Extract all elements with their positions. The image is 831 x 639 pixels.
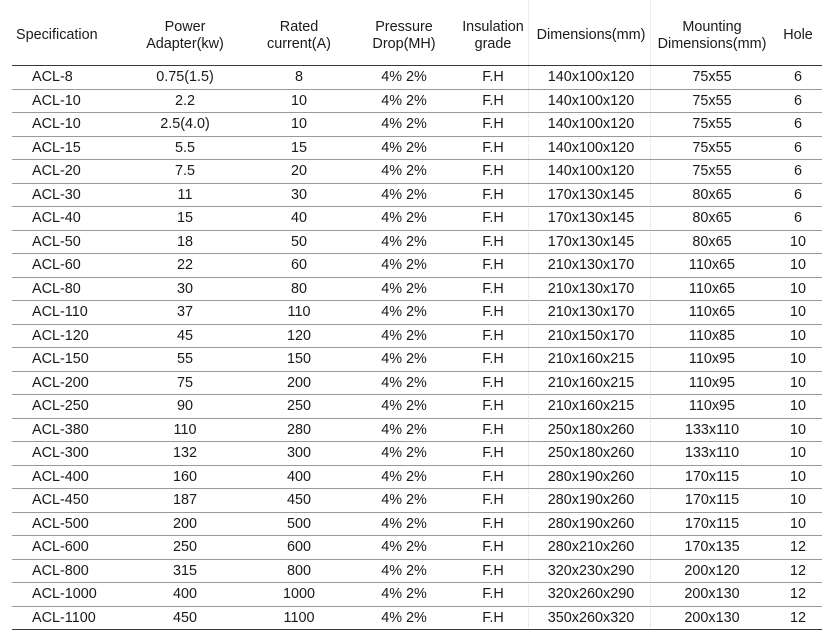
cell-rated-current: 800 — [244, 559, 354, 583]
cell-pressure-drop: 4% 2% — [354, 536, 454, 560]
cell-mounting-dimensions: 200x120 — [650, 559, 774, 583]
cell-rated-current: 400 — [244, 465, 354, 489]
cell-specification: ACL-400 — [12, 465, 126, 489]
cell-pressure-drop: 4% 2% — [354, 512, 454, 536]
cell-power-adapter: 0.75(1.5) — [126, 66, 244, 90]
table-row — [12, 136, 822, 160]
cell-specification: ACL-15 — [12, 136, 126, 160]
cell-specification: ACL-40 — [12, 207, 126, 231]
cell-mounting-dimensions: 80x65 — [650, 183, 774, 207]
cell-mounting-dimensions: 200x130 — [650, 583, 774, 607]
header-pressure-drop: Pressure Drop(MH) — [354, 6, 454, 66]
cell-pressure-drop: 4% 2% — [354, 136, 454, 160]
cell-rated-current: 250 — [244, 395, 354, 419]
cell-pressure-drop: 4% 2% — [354, 160, 454, 184]
table-row — [12, 489, 822, 513]
cell-rated-current: 450 — [244, 489, 354, 513]
cell-specification: ACL-200 — [12, 371, 126, 395]
table-row — [12, 160, 822, 184]
cell-insulation-grade: F.H — [454, 583, 532, 607]
cell-specification: ACL-80 — [12, 277, 126, 301]
cell-mounting-dimensions: 133x110 — [650, 418, 774, 442]
cell-hole: 12 — [774, 583, 822, 607]
cell-insulation-grade: F.H — [454, 183, 532, 207]
cell-pressure-drop: 4% 2% — [354, 418, 454, 442]
cell-insulation-grade: F.H — [454, 230, 532, 254]
cell-mounting-dimensions: 75x55 — [650, 89, 774, 113]
cell-power-adapter: 37 — [126, 301, 244, 325]
cell-power-adapter: 45 — [126, 324, 244, 348]
header-specification: Specification — [12, 6, 126, 66]
cell-power-adapter: 200 — [126, 512, 244, 536]
cell-dimensions: 350x260x320 — [532, 606, 650, 630]
cell-power-adapter: 7.5 — [126, 160, 244, 184]
cell-specification: ACL-250 — [12, 395, 126, 419]
cell-power-adapter: 75 — [126, 371, 244, 395]
cell-insulation-grade: F.H — [454, 489, 532, 513]
cell-mounting-dimensions: 110x65 — [650, 277, 774, 301]
cell-hole: 6 — [774, 66, 822, 90]
cell-power-adapter: 11 — [126, 183, 244, 207]
cell-power-adapter: 110 — [126, 418, 244, 442]
header-row — [12, 6, 822, 66]
cell-mounting-dimensions: 75x55 — [650, 113, 774, 137]
cell-power-adapter: 315 — [126, 559, 244, 583]
cell-rated-current: 10 — [244, 89, 354, 113]
cell-specification: ACL-10 — [12, 113, 126, 137]
cell-specification: ACL-120 — [12, 324, 126, 348]
cell-pressure-drop: 4% 2% — [354, 489, 454, 513]
cell-specification: ACL-380 — [12, 418, 126, 442]
cell-specification: ACL-500 — [12, 512, 126, 536]
cell-pressure-drop: 4% 2% — [354, 583, 454, 607]
cell-pressure-drop: 4% 2% — [354, 230, 454, 254]
cell-dimensions: 170x130x145 — [532, 183, 650, 207]
cell-insulation-grade: F.H — [454, 160, 532, 184]
cell-insulation-grade: F.H — [454, 113, 532, 137]
cell-pressure-drop: 4% 2% — [354, 324, 454, 348]
cell-pressure-drop: 4% 2% — [354, 66, 454, 90]
table-row — [12, 301, 822, 325]
cell-specification: ACL-8 — [12, 66, 126, 90]
cell-mounting-dimensions: 75x55 — [650, 66, 774, 90]
cell-hole: 10 — [774, 418, 822, 442]
cell-mounting-dimensions: 110x95 — [650, 395, 774, 419]
cell-specification: ACL-300 — [12, 442, 126, 466]
cell-pressure-drop: 4% 2% — [354, 606, 454, 630]
cell-dimensions: 170x130x145 — [532, 207, 650, 231]
cell-hole: 10 — [774, 512, 822, 536]
table-row — [12, 277, 822, 301]
cell-rated-current: 1100 — [244, 606, 354, 630]
cell-rated-current: 60 — [244, 254, 354, 278]
cell-rated-current: 15 — [244, 136, 354, 160]
cell-rated-current: 200 — [244, 371, 354, 395]
cell-insulation-grade: F.H — [454, 418, 532, 442]
table-header — [12, 6, 822, 66]
table-row — [12, 418, 822, 442]
table-row — [12, 230, 822, 254]
header-rated-current: Rated current(A) — [244, 6, 354, 66]
cell-dimensions: 210x130x170 — [532, 301, 650, 325]
table-row — [12, 606, 822, 630]
table-row — [12, 348, 822, 372]
cell-dimensions: 140x100x120 — [532, 66, 650, 90]
cell-dimensions: 140x100x120 — [532, 160, 650, 184]
table-row — [12, 395, 822, 419]
cell-insulation-grade: F.H — [454, 442, 532, 466]
cell-power-adapter: 5.5 — [126, 136, 244, 160]
cell-mounting-dimensions: 110x85 — [650, 324, 774, 348]
cell-hole: 10 — [774, 489, 822, 513]
cell-dimensions: 210x160x215 — [532, 395, 650, 419]
cell-insulation-grade: F.H — [454, 606, 532, 630]
cell-hole: 10 — [774, 230, 822, 254]
cell-power-adapter: 187 — [126, 489, 244, 513]
cell-mounting-dimensions: 170x115 — [650, 489, 774, 513]
cell-pressure-drop: 4% 2% — [354, 89, 454, 113]
cell-insulation-grade: F.H — [454, 536, 532, 560]
cell-insulation-grade: F.H — [454, 324, 532, 348]
cell-pressure-drop: 4% 2% — [354, 442, 454, 466]
cell-dimensions: 210x150x170 — [532, 324, 650, 348]
cell-power-adapter: 132 — [126, 442, 244, 466]
cell-rated-current: 10 — [244, 113, 354, 137]
cell-specification: ACL-30 — [12, 183, 126, 207]
table-row — [12, 254, 822, 278]
cell-rated-current: 280 — [244, 418, 354, 442]
header-hole: Hole — [774, 6, 822, 66]
cell-specification: ACL-150 — [12, 348, 126, 372]
cell-rated-current: 50 — [244, 230, 354, 254]
cell-insulation-grade: F.H — [454, 254, 532, 278]
cell-insulation-grade: F.H — [454, 512, 532, 536]
cell-dimensions: 210x130x170 — [532, 277, 650, 301]
cell-hole: 10 — [774, 301, 822, 325]
cell-mounting-dimensions: 110x65 — [650, 301, 774, 325]
cell-insulation-grade: F.H — [454, 89, 532, 113]
table-row — [12, 559, 822, 583]
cell-dimensions: 250x180x260 — [532, 442, 650, 466]
cell-rated-current: 150 — [244, 348, 354, 372]
table-body — [12, 66, 822, 630]
cell-rated-current: 30 — [244, 183, 354, 207]
cell-rated-current: 110 — [244, 301, 354, 325]
cell-dimensions: 320x260x290 — [532, 583, 650, 607]
cell-mounting-dimensions: 200x130 — [650, 606, 774, 630]
cell-insulation-grade: F.H — [454, 465, 532, 489]
cell-hole: 10 — [774, 324, 822, 348]
cell-hole: 10 — [774, 465, 822, 489]
cell-pressure-drop: 4% 2% — [354, 207, 454, 231]
cell-specification: ACL-110 — [12, 301, 126, 325]
table-row — [12, 89, 822, 113]
cell-rated-current: 80 — [244, 277, 354, 301]
table-row — [12, 371, 822, 395]
cell-pressure-drop: 4% 2% — [354, 371, 454, 395]
cell-insulation-grade: F.H — [454, 559, 532, 583]
cell-dimensions: 170x130x145 — [532, 230, 650, 254]
cell-power-adapter: 18 — [126, 230, 244, 254]
cell-power-adapter: 15 — [126, 207, 244, 231]
cell-specification: ACL-10 — [12, 89, 126, 113]
table-row — [12, 324, 822, 348]
cell-power-adapter: 2.5(4.0) — [126, 113, 244, 137]
cell-rated-current: 600 — [244, 536, 354, 560]
cell-pressure-drop: 4% 2% — [354, 183, 454, 207]
cell-hole: 10 — [774, 395, 822, 419]
cell-power-adapter: 160 — [126, 465, 244, 489]
cell-rated-current: 8 — [244, 66, 354, 90]
cell-pressure-drop: 4% 2% — [354, 395, 454, 419]
cell-mounting-dimensions: 75x55 — [650, 160, 774, 184]
cell-rated-current: 1000 — [244, 583, 354, 607]
cell-dimensions: 280x190x260 — [532, 465, 650, 489]
cell-pressure-drop: 4% 2% — [354, 559, 454, 583]
specification-table — [12, 6, 822, 630]
cell-power-adapter: 400 — [126, 583, 244, 607]
cell-hole: 6 — [774, 183, 822, 207]
cell-power-adapter: 450 — [126, 606, 244, 630]
cell-dimensions: 280x210x260 — [532, 536, 650, 560]
cell-insulation-grade: F.H — [454, 348, 532, 372]
cell-mounting-dimensions: 110x95 — [650, 371, 774, 395]
table-row — [12, 66, 822, 90]
cell-hole: 10 — [774, 442, 822, 466]
cell-mounting-dimensions: 110x95 — [650, 348, 774, 372]
header-dimensions: Dimensions(mm) — [532, 6, 650, 66]
cell-specification: ACL-1000 — [12, 583, 126, 607]
cell-specification: ACL-450 — [12, 489, 126, 513]
cell-dimensions: 280x190x260 — [532, 512, 650, 536]
cell-hole: 6 — [774, 113, 822, 137]
table-row — [12, 536, 822, 560]
cell-mounting-dimensions: 75x55 — [650, 136, 774, 160]
cell-mounting-dimensions: 110x65 — [650, 254, 774, 278]
cell-pressure-drop: 4% 2% — [354, 113, 454, 137]
table-row — [12, 113, 822, 137]
cell-dimensions: 140x100x120 — [532, 89, 650, 113]
table-row — [12, 583, 822, 607]
cell-dimensions: 210x160x215 — [532, 371, 650, 395]
cell-hole: 6 — [774, 207, 822, 231]
cell-rated-current: 500 — [244, 512, 354, 536]
cell-mounting-dimensions: 133x110 — [650, 442, 774, 466]
header-insulation-grade: Insulation grade — [454, 6, 532, 66]
cell-mounting-dimensions: 170x115 — [650, 465, 774, 489]
cell-hole: 12 — [774, 536, 822, 560]
cell-hole: 6 — [774, 136, 822, 160]
cell-hole: 10 — [774, 348, 822, 372]
cell-mounting-dimensions: 170x135 — [650, 536, 774, 560]
cell-rated-current: 300 — [244, 442, 354, 466]
cell-power-adapter: 90 — [126, 395, 244, 419]
cell-insulation-grade: F.H — [454, 371, 532, 395]
cell-rated-current: 20 — [244, 160, 354, 184]
cell-insulation-grade: F.H — [454, 301, 532, 325]
cell-dimensions: 210x130x170 — [532, 254, 650, 278]
cell-pressure-drop: 4% 2% — [354, 465, 454, 489]
cell-hole: 10 — [774, 277, 822, 301]
cell-dimensions: 140x100x120 — [532, 113, 650, 137]
spec-sheet — [12, 6, 822, 630]
cell-pressure-drop: 4% 2% — [354, 254, 454, 278]
header-mounting-dimensions: Mounting Dimensions(mm) — [650, 6, 774, 66]
cell-mounting-dimensions: 170x115 — [650, 512, 774, 536]
cell-dimensions: 250x180x260 — [532, 418, 650, 442]
cell-dimensions: 210x160x215 — [532, 348, 650, 372]
cell-dimensions: 140x100x120 — [532, 136, 650, 160]
table-row — [12, 183, 822, 207]
table-row — [12, 465, 822, 489]
cell-insulation-grade: F.H — [454, 136, 532, 160]
table-row — [12, 442, 822, 466]
header-power-adapter: Power Adapter(kw) — [126, 6, 244, 66]
cell-specification: ACL-20 — [12, 160, 126, 184]
cell-insulation-grade: F.H — [454, 66, 532, 90]
table-row — [12, 512, 822, 536]
cell-pressure-drop: 4% 2% — [354, 348, 454, 372]
cell-hole: 10 — [774, 254, 822, 278]
cell-insulation-grade: F.H — [454, 395, 532, 419]
cell-mounting-dimensions: 80x65 — [650, 230, 774, 254]
cell-hole: 12 — [774, 559, 822, 583]
cell-hole: 6 — [774, 89, 822, 113]
cell-rated-current: 40 — [244, 207, 354, 231]
cell-power-adapter: 22 — [126, 254, 244, 278]
cell-dimensions: 280x190x260 — [532, 489, 650, 513]
cell-power-adapter: 250 — [126, 536, 244, 560]
cell-specification: ACL-50 — [12, 230, 126, 254]
cell-specification: ACL-1100 — [12, 606, 126, 630]
cell-insulation-grade: F.H — [454, 277, 532, 301]
cell-specification: ACL-600 — [12, 536, 126, 560]
cell-power-adapter: 30 — [126, 277, 244, 301]
cell-pressure-drop: 4% 2% — [354, 277, 454, 301]
cell-specification: ACL-800 — [12, 559, 126, 583]
cell-dimensions: 320x230x290 — [532, 559, 650, 583]
cell-insulation-grade: F.H — [454, 207, 532, 231]
cell-rated-current: 120 — [244, 324, 354, 348]
cell-power-adapter: 55 — [126, 348, 244, 372]
cell-pressure-drop: 4% 2% — [354, 301, 454, 325]
cell-specification: ACL-60 — [12, 254, 126, 278]
cell-power-adapter: 2.2 — [126, 89, 244, 113]
cell-hole: 10 — [774, 371, 822, 395]
table-row — [12, 207, 822, 231]
cell-hole: 12 — [774, 606, 822, 630]
cell-hole: 6 — [774, 160, 822, 184]
cell-mounting-dimensions: 80x65 — [650, 207, 774, 231]
